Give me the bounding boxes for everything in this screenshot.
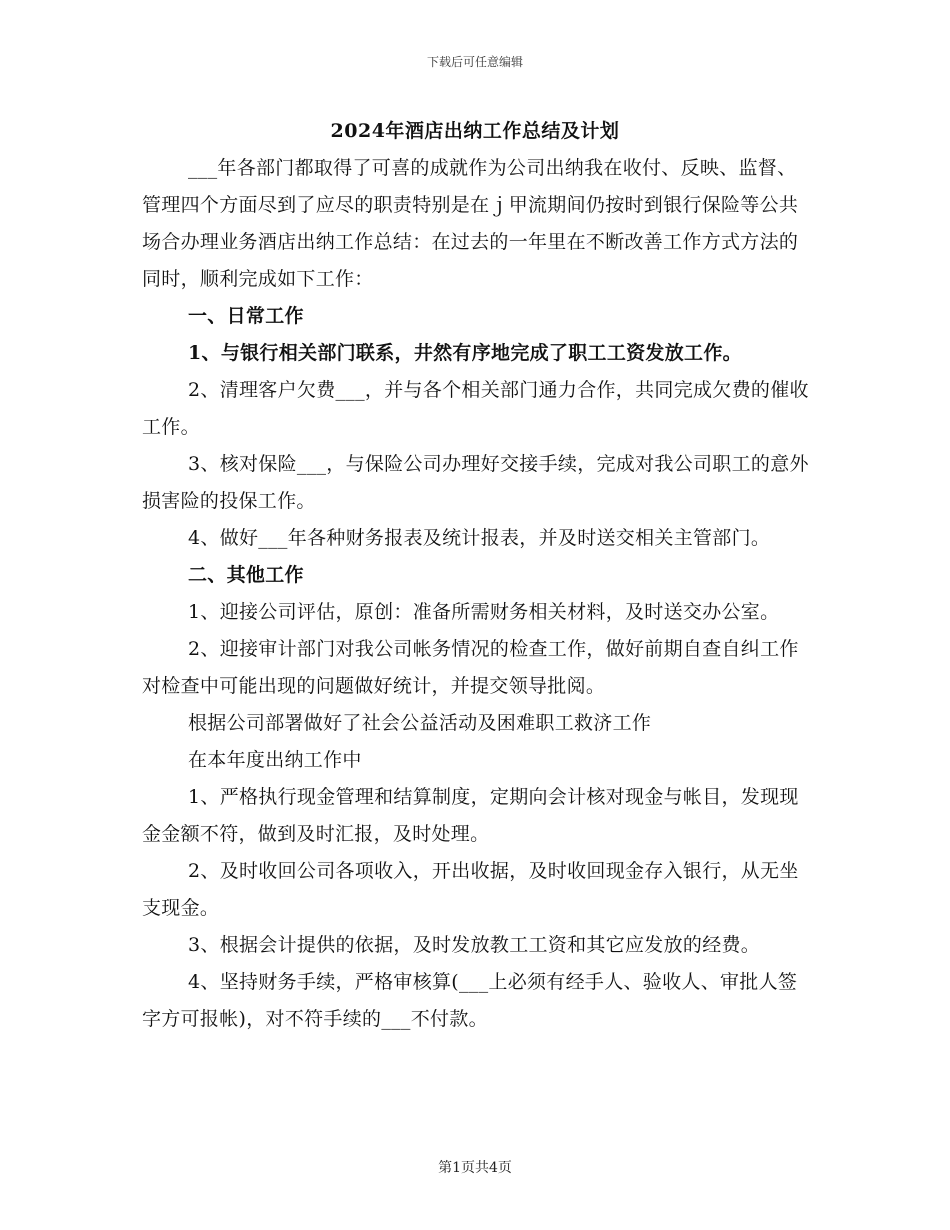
daily-item-4: 4、做好___年各种财务报表及统计报表，并及时送交相关主管部门。 <box>188 527 771 549</box>
document-body <box>142 150 814 1038</box>
cashier-item-4: 4、坚持财务手续，严格审核算(___上必须有经手人、验收人、审批人签字方可报帐)，对不符手续的___不付款。 <box>142 971 798 1030</box>
daily-item-2: 2、清理客户欠费___，并与各个相关部门通力合作，共同完成欠费的催收工作。 <box>142 379 809 438</box>
header-note: 下载后可任意编辑 <box>426 55 523 69</box>
cashier-item-1: 1、严格执行现金管理和结算制度，定期向会计核对现金与帐目，发现现金金额不符，做到及时汇报，及时处理。 <box>142 786 799 845</box>
document-title: 2024年酒店出纳工作总结及计划 <box>330 120 620 142</box>
section-heading-other: 二、其他工作 <box>188 564 304 586</box>
daily-item-3: 3、核对保险___，与保险公司办理好交接手续，完成对我公司职工的意外损害险的投保工作。 <box>142 453 809 512</box>
cashier-item-2: 2、及时收回公司各项收入，开出收据，及时收回现金存入银行，从无坐支现金。 <box>142 860 799 919</box>
other-line-b: 在本年度出纳工作中 <box>188 749 362 771</box>
section-heading-daily: 一、日常工作 <box>188 305 304 327</box>
page-footer: 第1页共4页 <box>438 1160 512 1176</box>
other-item-2: 2、迎接审计部门对我公司帐务情况的检查工作，做好前期自查自纠工作对检查中可能出现的问题做好统计，并提交领导批阅。 <box>142 638 799 697</box>
cashier-item-3: 3、根据会计提供的依据，及时发放教工工资和其它应发放的经费。 <box>188 934 761 956</box>
other-item-1: 1、迎接公司评估，原创：准备所需财务相关材料，及时送交办公室。 <box>188 601 780 623</box>
intro-paragraph: ___年各部门都取得了可喜的成就作为公司出纳我在收付、反映、监督、管理四个方面尽到了应尽的职责特别是在ｊ甲流期间仍按时到银行保险等公共场合办理业务酒店出纳工作总结：在过去的一年里在不断改善工作方式方法的同时，顺利完成如下工作： <box>142 157 799 290</box>
other-line-a: 根据公司部署做好了社会公益活动及困难职工救济工作 <box>188 712 652 734</box>
daily-item-1: 1、与银行相关部门联系，井然有序地完成了职工工资发放工作。 <box>188 342 742 364</box>
